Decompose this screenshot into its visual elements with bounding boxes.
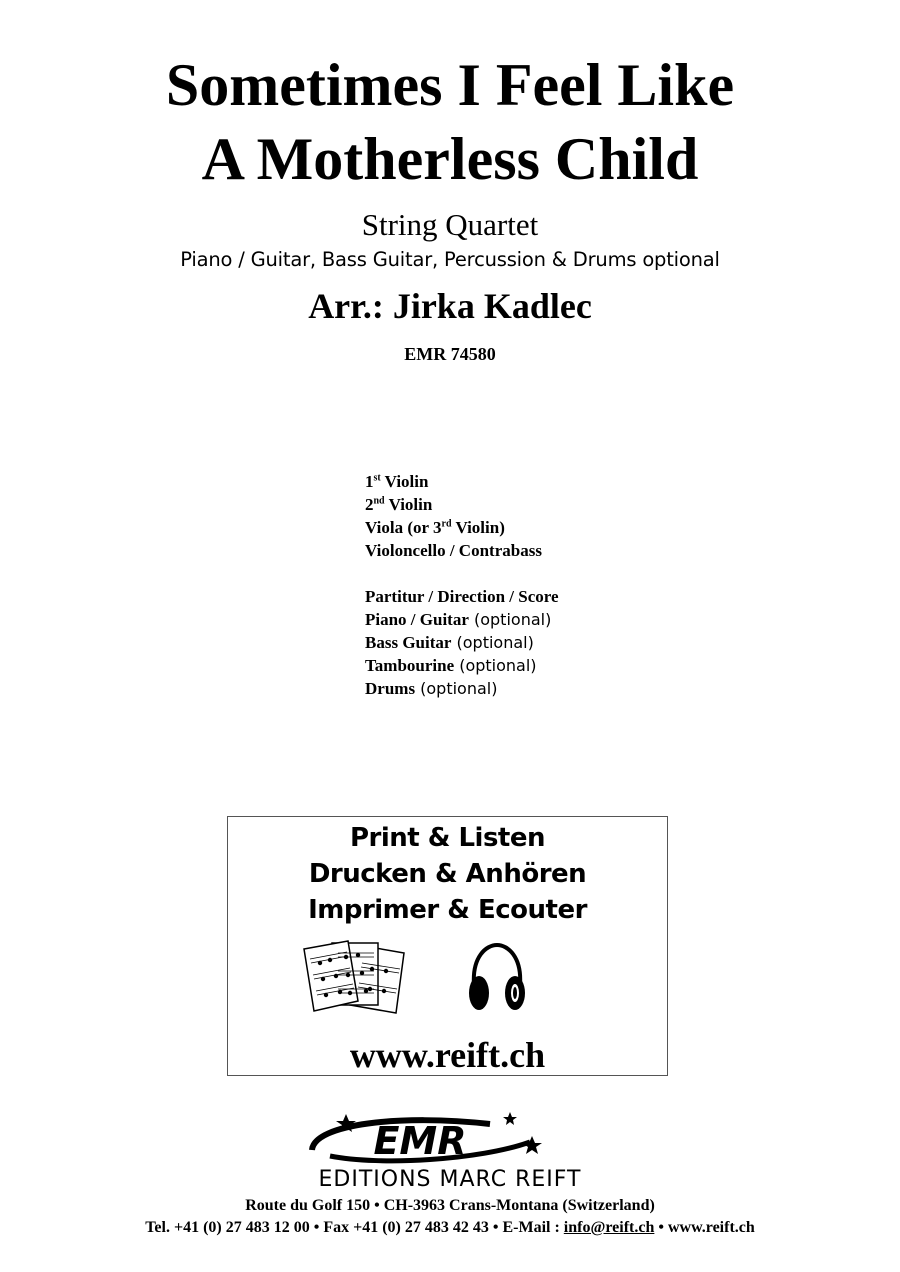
logo-text: EMR [373,1119,467,1163]
part-item: Partitur / Direction / Score [365,587,559,606]
arranger: Arr.: Jirka Kadlec [308,286,592,326]
extra-parts-list [365,585,559,700]
string-parts-list [365,470,542,562]
email-link[interactable]: info@reift.ch [563,1219,655,1236]
promo-line-fr: Imprimer & Ecouter [308,895,587,925]
catalog-number: EMR 74580 [404,344,496,364]
sheet-music-icon [300,939,412,1021]
promo-line-en: Print & Listen [349,823,546,853]
part-item: 2nd Violin [365,495,433,514]
print-listen-box [227,816,668,1076]
title-line-2: A Motherless Child [201,126,699,192]
part-item: Viola (or 3rd Violin) [365,518,505,537]
emr-logo [290,1110,550,1164]
title-line-1: Sometimes I Feel Like [165,52,735,118]
part-item: 1st Violin [365,472,429,491]
part-item: Violoncello / Contrabass [365,541,542,560]
headphones-icon [466,941,528,1015]
publisher-address: Route du Golf 150 • CH-3963 Crans-Montana (Switzerland) [245,1197,655,1214]
subtitle: String Quartet [361,207,539,242]
part-item: Bass Guitar (optional) [365,633,534,652]
part-item: Tambourine (optional) [365,656,537,675]
promo-url-link[interactable]: www.reift.ch [349,1035,546,1075]
part-item: Drums (optional) [365,679,498,698]
instruments-note: Piano / Guitar, Bass Guitar, Percussion & Drums optional [180,248,720,271]
part-item: Piano / Guitar (optional) [365,610,552,629]
publisher-contact: Tel. +41 (0) 27 483 12 00 • Fax +41 (0) 27 483 42 43 • E-Mail : info@reift.ch • www.reift.ch [145,1219,755,1236]
promo-line-de: Drucken & Anhören [308,859,587,889]
publisher-name: EDITIONS MARC REIFT [318,1167,582,1192]
